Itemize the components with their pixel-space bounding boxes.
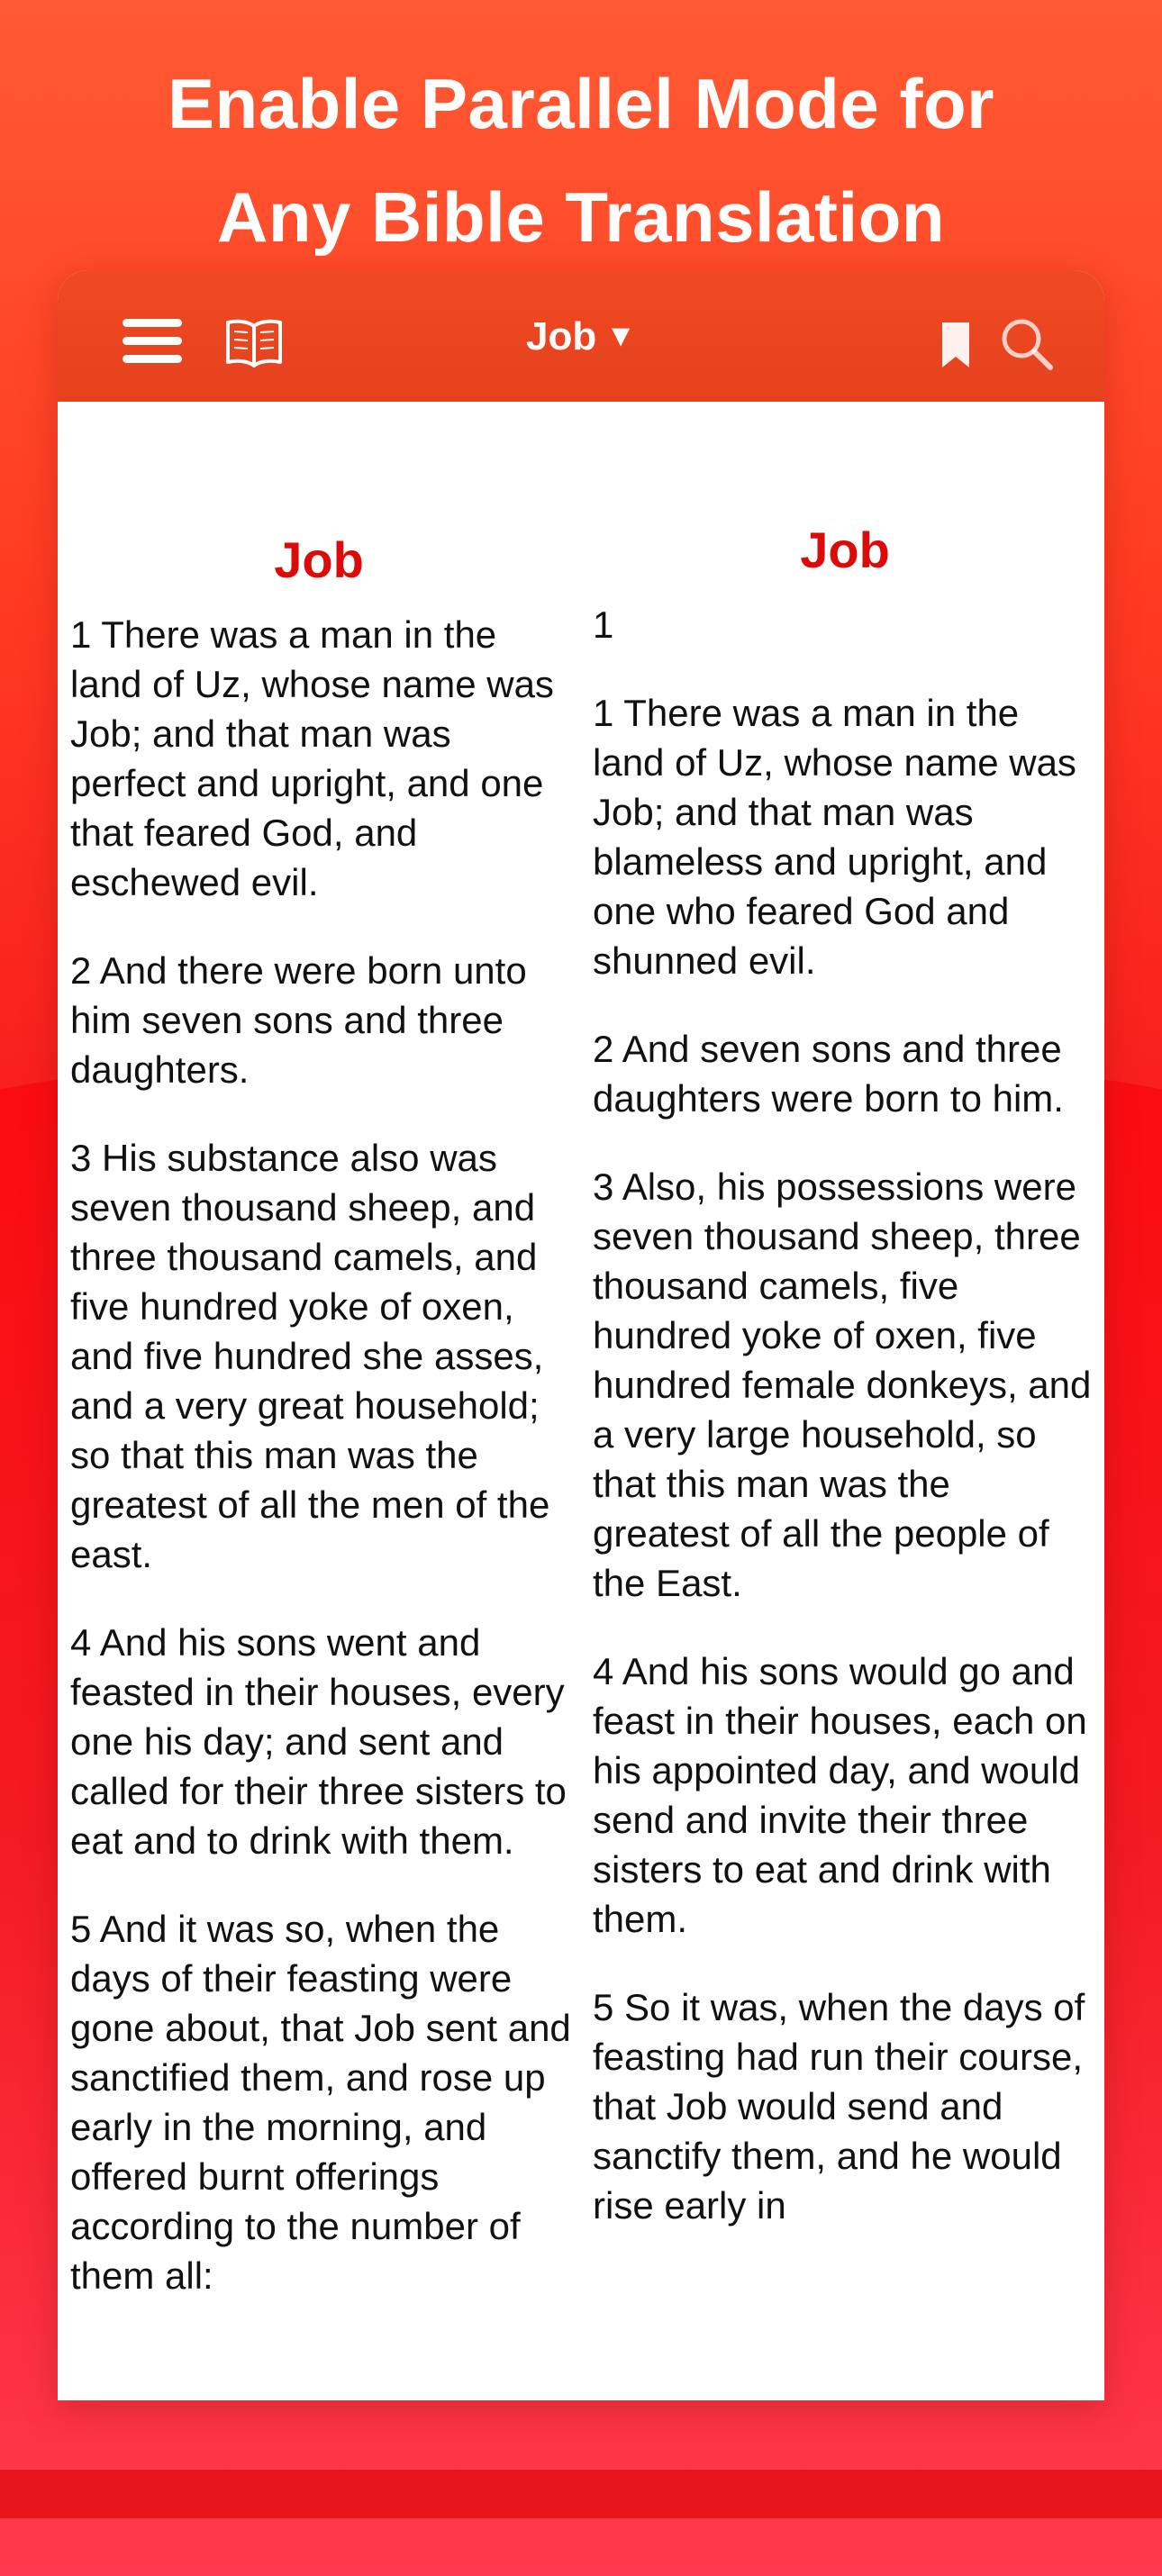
verse: 5 So it was, when the days of feasting had run their course, that Job would send and sanctify them, and he would rise early in	[593, 1986, 1085, 2227]
left-translation-column	[70, 402, 575, 2339]
bookmark-icon[interactable]	[940, 321, 971, 374]
top-toolbar	[58, 270, 1104, 402]
book-title: Job	[526, 314, 597, 358]
parallel-reader[interactable]	[58, 402, 1104, 2400]
chapter-number: 1	[593, 603, 614, 646]
right-book-heading: Job	[800, 522, 890, 578]
verse: 3 His substance also was seven thousand sheep, and three thousand camels, and five hundred yoke of oxen, and five hundred she asses, and a very great household; so that this man was the greatest of all the men of the east.	[70, 1137, 550, 1575]
verse: 4 And his sons would go and feast in their houses, each on his appointed day, and would send and invite their three sisters to eat and drink with them.	[593, 1650, 1087, 1940]
promo-headline	[0, 47, 1162, 274]
verse: 2 And seven sons and three daughters were born to him.	[593, 1028, 1064, 1120]
search-icon[interactable]	[1000, 317, 1054, 376]
app-screen	[58, 270, 1104, 2400]
left-book-heading: Job	[274, 531, 364, 588]
book-selector-button[interactable]	[526, 314, 636, 358]
verse: 3 Also, his possessions were seven thousand sheep, three thousand camels, five hundred yoke of oxen, five hundred female donkeys, and a very large household, so that this man was the greatest of all the people of the East.	[593, 1166, 1092, 1604]
verse: 1 There was a man in the land of Uz, whose name was Job; and that man was blameless and upright, and one who feared God and shunned evil.	[593, 692, 1076, 982]
verse: 1 There was a man in the land of Uz, whose name was Job; and that man was perfect and upright, and one that feared God, and eschewed evil.	[70, 613, 554, 903]
open-book-icon[interactable]	[225, 317, 283, 372]
bottom-strip	[0, 2470, 1162, 2518]
verse: 2 And there were born unto him seven sons and three daughters.	[70, 949, 527, 1091]
chevron-down-icon: ▼	[605, 319, 636, 353]
promo-line-2: Any Bible Translation	[217, 177, 945, 257]
verse: 5 And it was so, when the days of their feasting were gone about, that Job sent and sanctified them, and rose up early in the morning, and offered burnt offerings according to the number of them all:	[70, 1908, 571, 2297]
verse: 4 And his sons went and feasted in their houses, every one his day; and sent and called for their three sisters to eat and to drink with them.	[70, 1621, 567, 1862]
hamburger-menu-icon[interactable]	[123, 319, 182, 364]
right-translation-column	[593, 402, 1097, 2269]
promo-line-1: Enable Parallel Mode for	[168, 64, 994, 143]
